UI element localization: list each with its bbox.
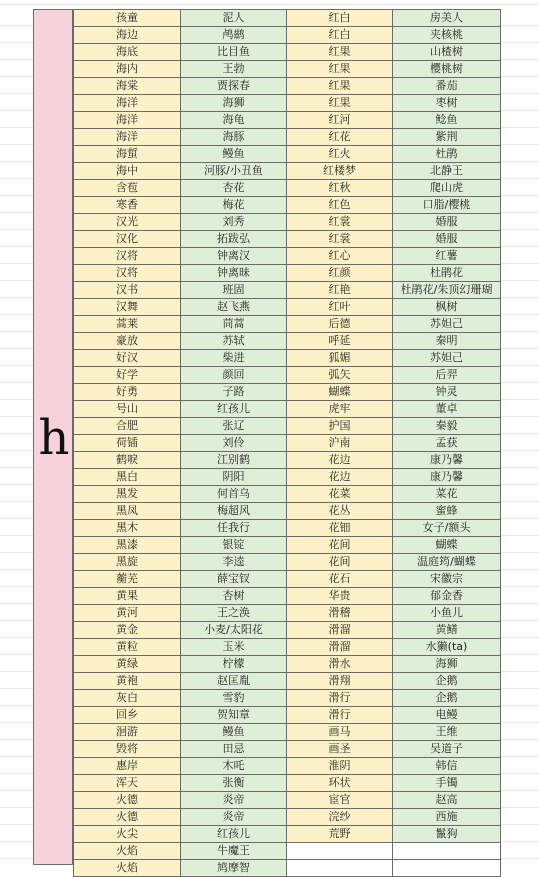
table-cell[interactable]: 子路 [181,384,287,401]
table-row [74,418,501,435]
table-cell[interactable]: 王之涣 [181,605,287,622]
table-cell[interactable]: 电鳗 [393,707,501,724]
table-cell[interactable]: 玉米 [181,639,287,656]
table-row [74,27,501,44]
table-cell[interactable]: 浑天 [74,775,181,792]
table-cell[interactable]: 花菜 [287,486,393,503]
table-cell[interactable]: 红果 [287,61,393,78]
table-cell[interactable]: 阴阳 [181,469,287,486]
table-cell[interactable]: 红果 [287,78,393,95]
table-cell[interactable]: 黑木 [74,520,181,537]
table-cell[interactable]: 鬣狗 [393,826,501,843]
table-cell[interactable]: 任我行 [181,520,287,537]
table-cell[interactable]: 海边 [74,27,181,44]
table-cell[interactable]: 李逵 [181,554,287,571]
table-row [74,656,501,673]
table-cell[interactable]: 滑水 [287,656,393,673]
table-cell[interactable]: 鹤唳 [74,452,181,469]
table-cell[interactable]: 贾探春 [181,78,287,95]
table-cell[interactable]: 钟离汉 [181,248,287,265]
table-cell[interactable]: 花边 [287,469,393,486]
table-cell[interactable]: 火焰 [74,843,181,860]
table-cell[interactable]: 何首乌 [181,486,287,503]
table-cell[interactable]: 柠檬 [181,656,287,673]
table-cell[interactable]: 滑行 [287,690,393,707]
table-cell[interactable]: 孟获 [393,435,501,452]
table-row [74,367,501,384]
table-cell[interactable]: 秦毅 [393,418,501,435]
table-cell[interactable]: 杜鹃 [393,146,501,163]
table-cell[interactable]: 红火 [287,146,393,163]
table-cell[interactable]: 西施 [393,809,501,826]
table-cell[interactable]: 江别鹤 [181,452,287,469]
table-row [74,622,501,639]
table-cell[interactable]: 黄袍 [74,673,181,690]
table-cell[interactable]: 毁将 [74,741,181,758]
table-cell[interactable]: 滑溜 [287,639,393,656]
table-cell[interactable]: 花边 [287,452,393,469]
table-cell[interactable]: 海豚 [181,129,287,146]
table-cell[interactable]: 寒香 [74,197,181,214]
table-row [74,605,501,622]
table-cell[interactable]: 红孩儿 [181,401,287,418]
table-cell[interactable]: 苏轼 [181,333,287,350]
table-cell[interactable]: 樱桃树 [393,61,501,78]
table-cell[interactable]: 柴进 [181,350,287,367]
table-cell[interactable]: 号山 [74,401,181,418]
table-cell[interactable]: 鳗鱼 [181,724,287,741]
table-cell[interactable]: 刘秀 [181,214,287,231]
table-cell[interactable]: 狐媚 [287,350,393,367]
table-cell[interactable]: 苏妲己 [393,316,501,333]
table-cell[interactable]: 火德 [74,809,181,826]
table-cell[interactable]: 炎帝 [181,792,287,809]
table-cell[interactable]: 婚服 [393,214,501,231]
table-cell[interactable]: 赵高 [393,792,501,809]
table-cell[interactable]: 火焰 [74,860,181,877]
table-row [74,486,501,503]
table-cell[interactable]: 比目鱼 [181,44,287,61]
table-cell[interactable]: 呼延 [287,333,393,350]
table-cell[interactable] [287,843,393,860]
table-cell[interactable]: 后羿 [393,367,501,384]
table-row [74,129,501,146]
table-cell[interactable]: 黑发 [74,486,181,503]
table-row [74,44,501,61]
table-cell[interactable]: 黑旋 [74,554,181,571]
table-cell[interactable]: 宦官 [287,792,393,809]
table-row [74,571,501,588]
table-cell[interactable]: 颜回 [181,367,287,384]
table-cell[interactable]: 孩童 [74,10,181,27]
table-cell[interactable]: 梅花 [181,197,287,214]
table-cell[interactable]: 红裳 [287,214,393,231]
table-row [74,673,501,690]
table-cell[interactable]: 黑白 [74,469,181,486]
table-cell[interactable]: 红白 [287,10,393,27]
table-row [74,146,501,163]
table-cell[interactable]: 海狮 [393,656,501,673]
table-cell[interactable]: 沪南 [287,435,393,452]
table-cell[interactable]: 茼蒿 [181,316,287,333]
table-cell[interactable]: 海洋 [74,95,181,112]
table-cell[interactable]: 滑行 [287,707,393,724]
table-row [74,792,501,809]
table-cell[interactable]: 黄绿 [74,656,181,673]
table-cell[interactable]: 河豚/小丑鱼 [181,163,287,180]
table-cell[interactable]: 企鹅 [393,690,501,707]
table-row [74,435,501,452]
table-cell[interactable]: 浣纱 [287,809,393,826]
table-cell[interactable]: 惠岸 [74,758,181,775]
table-row [74,503,501,520]
table-row [74,554,501,571]
table-cell[interactable]: 含苞 [74,180,181,197]
table-cell[interactable]: 鳗鱼 [181,146,287,163]
table-cell[interactable]: 杜鹃花/朱顶幻珊瑚 [393,282,501,299]
table-row [74,639,501,656]
table-cell[interactable]: 滑翔 [287,673,393,690]
table-cell[interactable]: 虎牢 [287,401,393,418]
table-row [74,469,501,486]
table-cell[interactable]: 蘅芜 [74,571,181,588]
table-cell[interactable]: 红艳 [287,282,393,299]
table-cell[interactable] [287,860,393,877]
table-row [74,95,501,112]
table-cell[interactable]: 梅超风 [181,503,287,520]
table-row [74,231,501,248]
table-row [74,299,501,316]
table-cell[interactable]: 花钿 [287,520,393,537]
table-cell[interactable]: 菜花 [393,486,501,503]
table-cell[interactable]: 红颜 [287,265,393,282]
table-cell[interactable]: 花间 [287,554,393,571]
table-cell[interactable]: 汉将 [74,265,181,282]
table-cell[interactable]: 红裳 [287,231,393,248]
table-row [74,826,501,843]
table-cell[interactable]: 后德 [287,316,393,333]
table-cell[interactable]: 贺知章 [181,707,287,724]
table-cell[interactable]: 黄金 [74,622,181,639]
table-cell[interactable]: 董卓 [393,401,501,418]
table-cell[interactable]: 田忌 [181,741,287,758]
table-cell[interactable]: 班固 [181,282,287,299]
table-row [74,316,501,333]
table-cell[interactable]: 弧矢 [287,367,393,384]
table-row [74,401,501,418]
table-cell[interactable]: 画圣 [287,741,393,758]
table-row [74,588,501,605]
table-cell[interactable]: 雪豹 [181,690,287,707]
letter-column-cell[interactable] [33,9,73,865]
table-row [74,520,501,537]
table-cell[interactable]: 海洋 [74,112,181,129]
table-row [74,690,501,707]
table-cell[interactable]: 红薯 [393,248,501,265]
table-cell[interactable]: 婚服 [393,231,501,248]
table-cell[interactable]: 黑漆 [74,537,181,554]
table-cell[interactable]: 钟离昧 [181,265,287,282]
table-cell[interactable]: 海中 [74,163,181,180]
table-cell[interactable]: 红花 [287,129,393,146]
table-cell[interactable]: 洄游 [74,724,181,741]
table-row [74,197,501,214]
table-cell[interactable]: 房美人 [393,10,501,27]
table-row [74,265,501,282]
table-cell[interactable]: 温庭筠/蝴蝶 [393,554,501,571]
table-cell[interactable]: 枫树 [393,299,501,316]
table-row [74,180,501,197]
table-cell[interactable]: 回乡 [74,707,181,724]
table-cell[interactable]: 汉光 [74,214,181,231]
table-row [74,724,501,741]
table-cell[interactable]: 炎帝 [181,809,287,826]
table-cell[interactable]: 蝴蝶 [287,384,393,401]
table-cell[interactable]: 刘伶 [181,435,287,452]
table-row [74,61,501,78]
table-cell[interactable]: 黄粒 [74,639,181,656]
table-cell[interactable]: 蒿莱 [74,316,181,333]
table-cell[interactable]: 杏花 [181,180,287,197]
table-cell[interactable]: 红心 [287,248,393,265]
table-cell[interactable]: 红河 [287,112,393,129]
table-cell[interactable]: 合肥 [74,418,181,435]
table-cell[interactable]: 护国 [287,418,393,435]
table-cell[interactable] [393,843,501,860]
table-cell[interactable]: 韩信 [393,758,501,775]
table-cell[interactable]: 紫荆 [393,129,501,146]
table-cell[interactable]: 海内 [74,61,181,78]
table-cell[interactable]: 手镯 [393,775,501,792]
table-cell[interactable]: 花间 [287,537,393,554]
table-cell[interactable]: 蝴蝶 [393,537,501,554]
table-cell[interactable]: 王勃 [181,61,287,78]
table-row [74,860,501,877]
table-row [74,248,501,265]
table-row [74,775,501,792]
table-cell[interactable]: 火尖 [74,826,181,843]
table-row [74,214,501,231]
table-cell[interactable]: 小麦/太阳花 [181,622,287,639]
table-cell[interactable]: 滑溜 [287,622,393,639]
table-cell[interactable]: 好勇 [74,384,181,401]
table-cell[interactable]: 海龟 [181,112,287,129]
table-cell[interactable]: 泥人 [181,10,287,27]
table-cell[interactable]: 拓跋弘 [181,231,287,248]
table-cell[interactable]: 爬山虎 [393,180,501,197]
table-cell[interactable]: 苏妲己 [393,350,501,367]
table-cell[interactable]: 海棠 [74,78,181,95]
table-cell[interactable]: 黄果 [74,588,181,605]
table-cell[interactable]: 康乃馨 [393,469,501,486]
table-cell[interactable]: 郁金香 [393,588,501,605]
table-cell[interactable]: 豪放 [74,333,181,350]
table-cell[interactable]: 汉将 [74,248,181,265]
table-cell[interactable]: 黑凤 [74,503,181,520]
table-row [74,741,501,758]
table-cell[interactable]: 环状 [287,775,393,792]
table-cell[interactable]: 红秋 [287,180,393,197]
table-cell[interactable]: 海底 [74,44,181,61]
table-cell[interactable]: 汉书 [74,282,181,299]
table-cell[interactable]: 吴道子 [393,741,501,758]
table-cell[interactable]: 山楂树 [393,44,501,61]
table-cell[interactable]: 赵飞燕 [181,299,287,316]
table-cell[interactable]: 小鱼儿 [393,605,501,622]
table-row [74,809,501,826]
table-cell[interactable]: 汉舞 [74,299,181,316]
table-cell[interactable]: 滑稽 [287,605,393,622]
table-cell[interactable]: 海洋 [74,129,181,146]
table-cell[interactable]: 宋徽宗 [393,571,501,588]
table-row [74,758,501,775]
table-cell[interactable]: 海狮 [181,95,287,112]
table-cell[interactable]: 红楼梦 [287,163,393,180]
table-cell[interactable]: 番茄 [393,78,501,95]
table-cell[interactable]: 银锭 [181,537,287,554]
table-cell[interactable]: 水獭(ta) [393,639,501,656]
table-cell[interactable]: 汉化 [74,231,181,248]
index-letter: h [38,410,70,466]
table-cell[interactable]: 鲶鱼 [393,112,501,129]
table-cell[interactable]: 张辽 [181,418,287,435]
table-cell[interactable]: 华贵 [287,588,393,605]
table-row [74,112,501,129]
table-cell[interactable]: 红叶 [287,299,393,316]
table-row [74,333,501,350]
table-cell[interactable]: 张衡 [181,775,287,792]
table-cell[interactable]: 木吒 [181,758,287,775]
table-cell[interactable]: 淮阴 [287,758,393,775]
table-cell[interactable]: 赵匡胤 [181,673,287,690]
word-table [73,9,501,877]
table-row [74,282,501,299]
table-cell[interactable]: 鸬鹚 [181,27,287,44]
table-cell[interactable]: 荷锸 [74,435,181,452]
table-cell[interactable]: 牛魔王 [181,843,287,860]
table-cell[interactable]: 画马 [287,724,393,741]
table-row [74,452,501,469]
table-cell[interactable]: 海蜇 [74,146,181,163]
table-cell[interactable]: 康乃馨 [393,452,501,469]
table-row [74,78,501,95]
table-cell[interactable]: 好汉 [74,350,181,367]
table-cell[interactable]: 红果 [287,44,393,61]
table-cell[interactable]: 鸠摩智 [181,860,287,877]
table-cell[interactable]: 荒野 [287,826,393,843]
table-cell[interactable]: 红白 [287,27,393,44]
table-cell[interactable]: 杜鹃花 [393,265,501,282]
table-row [74,843,501,860]
table-cell[interactable]: 花丛 [287,503,393,520]
table-cell[interactable]: 灰白 [74,690,181,707]
table-cell[interactable]: 红孩儿 [181,826,287,843]
table-cell[interactable]: 好学 [74,367,181,384]
table-cell[interactable]: 女子/额头 [393,520,501,537]
table-cell[interactable]: 红果 [287,95,393,112]
table-row [74,384,501,401]
table-cell[interactable]: 钟灵 [393,384,501,401]
table-cell[interactable]: 黄鳝 [393,622,501,639]
table-cell[interactable]: 蜜蜂 [393,503,501,520]
table-cell[interactable]: 北静王 [393,163,501,180]
table-cell[interactable]: 企鹅 [393,673,501,690]
table-cell[interactable]: 口脂/樱桃 [393,197,501,214]
table-cell[interactable] [393,860,501,877]
table-cell[interactable]: 花石 [287,571,393,588]
table-cell[interactable]: 夹核桃 [393,27,501,44]
table-cell[interactable]: 王维 [393,724,501,741]
table-row [74,163,501,180]
table-cell[interactable]: 红色 [287,197,393,214]
table-cell[interactable]: 枣树 [393,95,501,112]
table-cell[interactable]: 薛宝钗 [181,571,287,588]
table-row [74,537,501,554]
table-cell[interactable]: 黄河 [74,605,181,622]
table-cell[interactable]: 杏树 [181,588,287,605]
table-cell[interactable]: 火德 [74,792,181,809]
table-row [74,707,501,724]
table-row [74,350,501,367]
table-row [74,10,501,27]
table-cell[interactable]: 秦明 [393,333,501,350]
